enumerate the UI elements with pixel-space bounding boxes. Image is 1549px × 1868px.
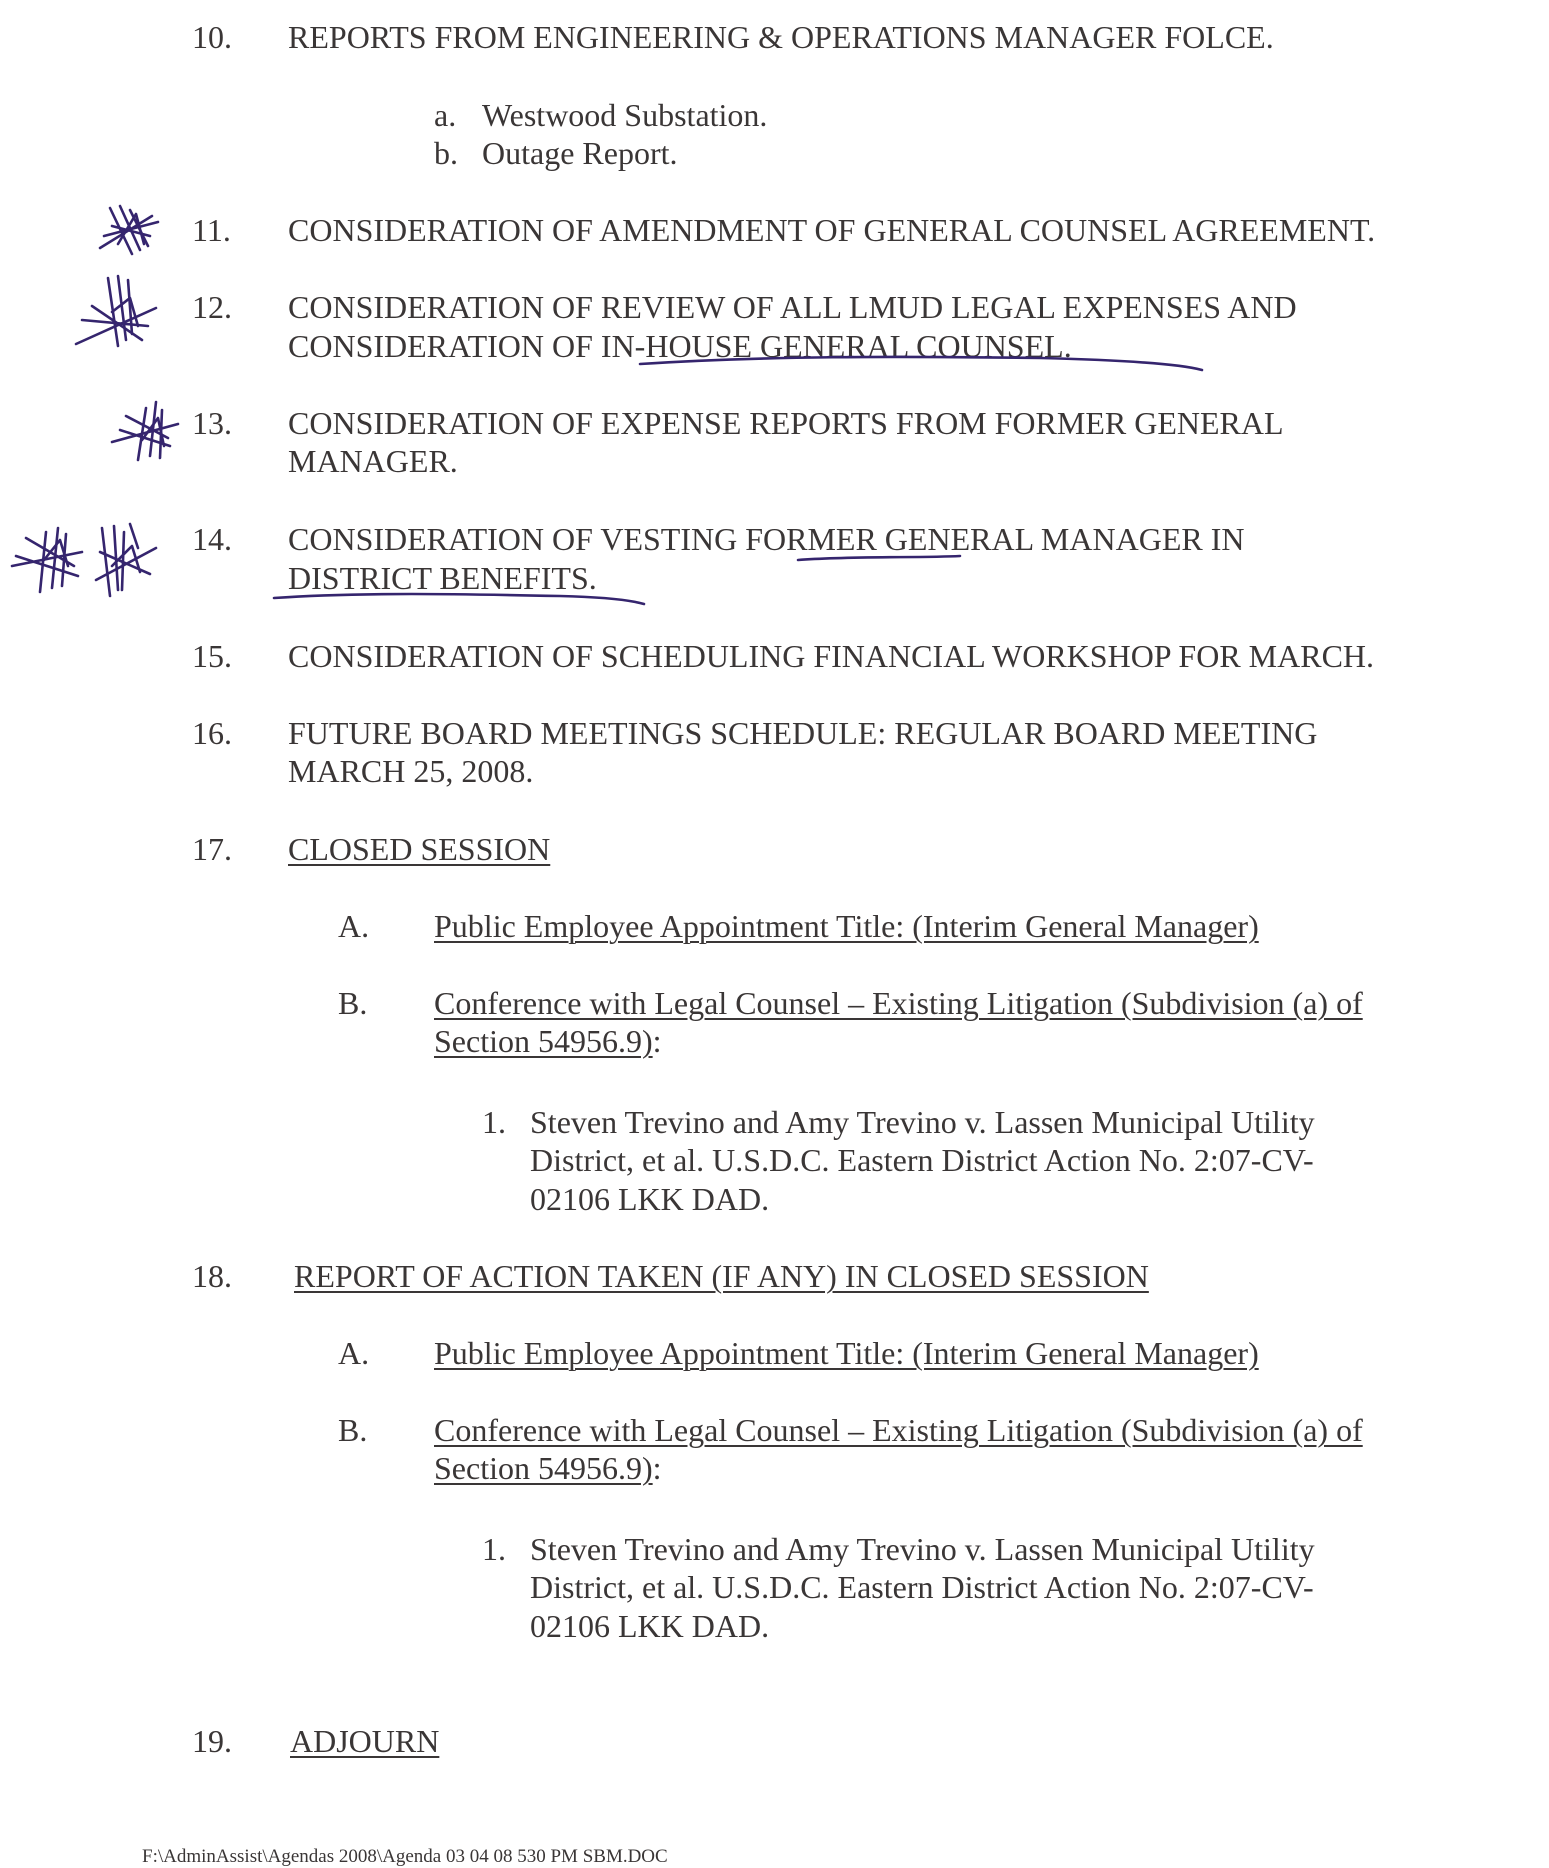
- asterisk-mark-item-14-right: [96, 524, 156, 596]
- item-17-title: CLOSED SESSION: [288, 831, 551, 867]
- asterisk-mark-item-12: [76, 276, 156, 346]
- item-10a-marker: a.: [434, 97, 457, 133]
- asterisk-mark-item-14-left: [12, 528, 82, 592]
- item-10-number: 10.: [192, 19, 232, 55]
- item-10b-text: Outage Report.: [482, 135, 678, 171]
- item-17-case-line-1: Steven Trevino and Amy Trevino v. Lassen Municipal Utility: [530, 1104, 1315, 1140]
- item-17-case-line-2: District, et al. U.S.D.C. Eastern District Action No. 2:07-CV-: [530, 1142, 1314, 1178]
- item-10b-marker: b.: [434, 135, 458, 171]
- item-10-text: REPORTS FROM ENGINEERING & OPERATIONS MANAGER FOLCE.: [288, 19, 1274, 55]
- item-11-number: 11.: [192, 212, 231, 248]
- item-12-underlined-phrase: IN-HOUSE GENERAL COUNSEL.: [600, 328, 1072, 364]
- item-12-number: 12.: [192, 289, 232, 325]
- item-15-text: CONSIDERATION OF SCHEDULING FINANCIAL WORKSHOP FOR MARCH.: [288, 638, 1375, 674]
- item-19-number: 19.: [192, 1723, 232, 1759]
- item-12-line-1: CONSIDERATION OF REVIEW OF ALL LMUD LEGAL EXPENSES AND: [288, 289, 1297, 325]
- item-18-case-marker: 1.: [482, 1531, 506, 1567]
- item-10a-text: Westwood Substation.: [482, 97, 768, 133]
- item-18-case-line-3: 02106 LKK DAD.: [530, 1608, 770, 1644]
- item-18-number: 18.: [192, 1258, 232, 1294]
- item-17a-text: Public Employee Appointment Title: (Interim General Manager): [434, 908, 1259, 944]
- item-18b-marker: B.: [338, 1412, 368, 1448]
- item-17-case-marker: 1.: [482, 1104, 506, 1140]
- item-16-line-1: FUTURE BOARD MEETINGS SCHEDULE: REGULAR BOARD MEETING: [288, 715, 1318, 751]
- item-14-underlined-word: FORMER: [745, 521, 877, 557]
- item-18a-text: Public Employee Appointment Title: (Interim General Manager): [434, 1335, 1259, 1371]
- asterisk-mark-item-11: [100, 206, 158, 254]
- item-18-case-line-1: Steven Trevino and Amy Trevino v. Lassen Municipal Utility: [530, 1531, 1315, 1567]
- item-17b-line-1: Conference with Legal Counsel – Existing Litigation (Subdivision (a) of: [434, 985, 1363, 1021]
- item-19-title: ADJOURN: [290, 1723, 440, 1759]
- item-17a-marker: A.: [338, 908, 370, 944]
- item-14-line-2: DISTRICT BENEFITS.: [288, 560, 597, 596]
- item-17b-marker: B.: [338, 985, 368, 1021]
- item-18b-line-2: Section 54956.9):: [434, 1450, 662, 1486]
- item-13-line-1: CONSIDERATION OF EXPENSE REPORTS FROM FORMER GENERAL: [288, 405, 1284, 441]
- item-18-title: REPORT OF ACTION TAKEN (IF ANY) IN CLOSED SESSION: [294, 1258, 1149, 1294]
- item-16-line-2: MARCH 25, 2008.: [288, 753, 534, 789]
- item-17b-line-2: Section 54956.9):: [434, 1023, 662, 1059]
- item-13-number: 13.: [192, 405, 232, 441]
- item-18a-marker: A.: [338, 1335, 370, 1371]
- item-16-number: 16.: [192, 715, 232, 751]
- item-17-case-line-3: 02106 LKK DAD.: [530, 1181, 770, 1217]
- item-15-number: 15.: [192, 638, 232, 674]
- item-18-case-line-2: District, et al. U.S.D.C. Eastern District Action No. 2:07-CV-: [530, 1569, 1314, 1605]
- item-11-text: CONSIDERATION OF AMENDMENT OF GENERAL COUNSEL AGREEMENT.: [288, 212, 1376, 248]
- document-path-footer: F:\AdminAssist\Agendas 2008\Agenda 03 04 08 530 PM SBM.DOC: [142, 1846, 668, 1867]
- item-14-line-1: CONSIDERATION OF VESTING FORMER GENERAL MANAGER IN: [288, 521, 1245, 557]
- item-13-line-2: MANAGER.: [288, 443, 458, 479]
- item-18b-line-1: Conference with Legal Counsel – Existing Litigation (Subdivision (a) of: [434, 1412, 1363, 1448]
- item-17-number: 17.: [192, 831, 232, 867]
- item-12-line-2: CONSIDERATION OF IN-HOUSE GENERAL COUNSEL.: [288, 328, 1072, 364]
- item-14-number: 14.: [192, 521, 232, 557]
- asterisk-mark-item-13: [112, 402, 178, 460]
